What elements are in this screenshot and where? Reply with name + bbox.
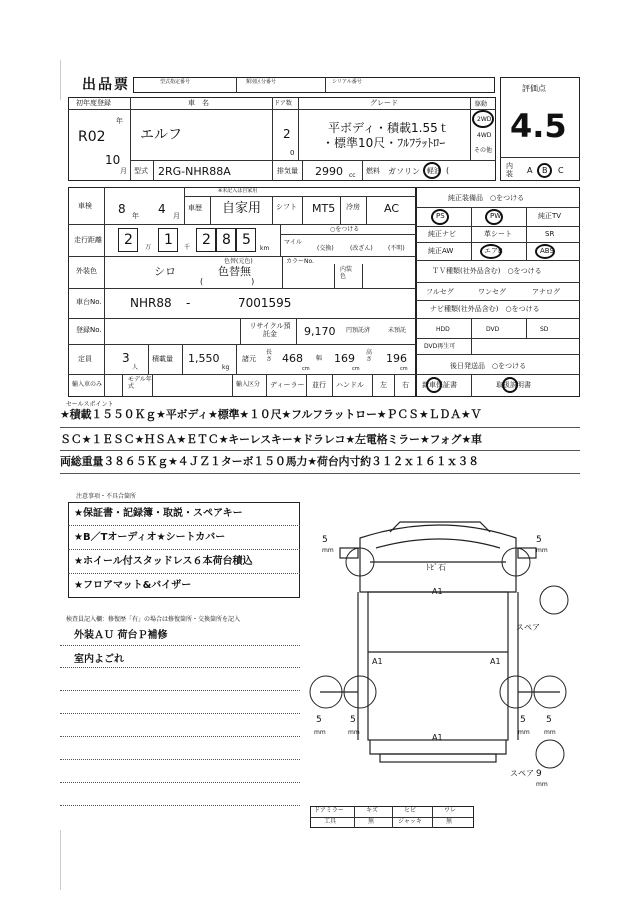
interior-color-label: 内装色 [340, 266, 353, 281]
score-value: 4.5 [510, 107, 567, 145]
note-1: ★保証書・記録簿・取説・スペアキー [74, 508, 243, 519]
load-label: 積載量 [152, 355, 173, 363]
spare-label-2: スペア [510, 769, 534, 778]
inspection-year: 8 [118, 202, 126, 216]
mm-2: mm [536, 547, 548, 554]
tire-front-left-value: 5 [322, 535, 328, 545]
man-unit: 万 [145, 244, 152, 251]
docs-warranty-circle [426, 377, 442, 393]
equip-airbag-circle [480, 244, 502, 259]
tire-rear-left-outer-value: 5 [316, 715, 322, 725]
truck-diagram [300, 492, 580, 804]
history-value: 自家用 [222, 201, 262, 216]
first-registration-era: R02 [78, 129, 106, 145]
history-note: ※未記入は自家用 [218, 188, 258, 194]
drive-other: その他 [474, 147, 493, 154]
inspector-label: 検査員記入欄：修復歴「有」の場合は修復箇所・交換箇所を記入 [66, 616, 241, 623]
car-name: エルフ [140, 127, 182, 143]
spare-label-1: スペア [516, 623, 540, 632]
handle-label: ハンドル [336, 381, 364, 389]
equip-leather: 革シート [484, 230, 512, 238]
inspection-month: 4 [158, 202, 166, 216]
width-value: 169 [334, 352, 355, 365]
recycle-unpaid: 未預託 [388, 327, 407, 334]
model-year-label: モデル年式 [128, 376, 152, 390]
length-label: 長さ [266, 349, 273, 363]
page-title: 出品票 [82, 77, 130, 93]
drive-label: 駆動 [475, 101, 488, 108]
shift-value: MT5 [312, 202, 336, 215]
import-type-label: 輸入区分 [236, 381, 261, 388]
interior-grade-a: A [527, 166, 533, 175]
color-value: シロ [154, 265, 176, 278]
door-count: 2 [283, 127, 291, 141]
capacity-unit: 人 [132, 364, 139, 371]
mileage-digit-3-text: 2 [202, 232, 211, 248]
registration-label: 登録No. [76, 326, 102, 334]
drive-2wd-circle [472, 110, 494, 128]
tools-value: 無 [368, 818, 375, 825]
interior-grade-label: 内装 [506, 162, 513, 178]
ac-label: 冷房 [346, 203, 360, 211]
type-designation-label: 型式指定番号 [160, 79, 191, 85]
docs-manual: 取扱説明書 [496, 381, 531, 389]
load-unit: kg [222, 364, 230, 371]
import-parallel: 並行 [312, 381, 326, 389]
tire-spare-rear-value: 9 [536, 769, 542, 779]
color-number-label: カラーNo. [286, 258, 314, 265]
glass-header-scratch: キズ [366, 807, 378, 814]
door-sub: 0 [290, 149, 295, 157]
handle-left: 左 [380, 381, 387, 389]
tools-label: 工具 [324, 818, 337, 825]
damage-chip: ﾄﾋﾞ石 [426, 563, 446, 572]
equip-abs-circle [535, 244, 555, 259]
damage-a1-top: A1 [432, 587, 443, 596]
mileage-digit-2-text: 1 [164, 232, 173, 248]
capacity-value: 3 [122, 351, 130, 365]
import-dealer: ディーラー [270, 381, 305, 389]
damage-a1-rear: A1 [432, 733, 443, 742]
equip-tv: 純正TV [538, 212, 562, 220]
unknown-option: (不明) [388, 245, 405, 252]
displacement-value: 2990 [315, 165, 343, 178]
sales-points-label: セールスポイント [66, 401, 114, 408]
mileage-circle-note: ○をつける [330, 226, 360, 233]
inspection-year-unit: 年 [132, 212, 139, 220]
shift-label: シフト [276, 203, 297, 211]
tv-title: ＴＶ種類(社外品含む) ○をつける [432, 267, 542, 275]
jack-value: 無 [446, 818, 453, 825]
dims-label: 諸元 [242, 355, 256, 363]
cc-unit: cc [349, 172, 356, 179]
grade-line-2: ・標準10尺・ﾌﾙﾌﾗｯﾄﾛｰ [322, 136, 446, 150]
car-name-label: 車 名 [188, 99, 209, 107]
mm-1: mm [322, 547, 334, 554]
length-unit: cm [302, 366, 310, 372]
notes-label: 注意事項・不具合箇所 [76, 493, 137, 500]
month-unit: 月 [120, 167, 127, 175]
color-label: 外装色 [76, 267, 97, 275]
chassis-label: 車台No. [76, 298, 102, 306]
category-number-label: 類別区分番号 [246, 79, 277, 85]
width-unit: cm [352, 366, 360, 372]
equip-abs: ABS [540, 247, 554, 255]
recycle-label: リサイクル預託金 [249, 322, 291, 339]
import-label: 輸入車のみ [72, 381, 103, 388]
equip-pw-circle [485, 209, 503, 225]
equip-ps-circle [431, 209, 449, 225]
width-label: 幅 [316, 355, 323, 362]
fuel-paren: ( [446, 166, 450, 175]
note-4: ★フロアマット&バイザー [74, 580, 192, 591]
tv-oneseg: ワンセグ [478, 288, 506, 296]
equip-airbag: エアB [484, 247, 503, 255]
grade-line-1: 平ボディ・積載1.55ｔ [328, 121, 450, 135]
color-change-label: 色替(元色) [224, 258, 253, 265]
history-label: 車歴 [188, 204, 202, 212]
first-registration-label: 初年度登録 [76, 99, 111, 107]
fuel-gasoline: ガソリン [388, 167, 420, 176]
nav-hdd: HDD [436, 326, 450, 333]
details-table [68, 187, 416, 397]
equip-ps: PS [436, 212, 445, 220]
mileage-digit-5-text: 5 [242, 232, 251, 248]
chassis-prefix: NHR88 [130, 296, 172, 310]
equipment-title: 純正装備品 ○をつける [448, 194, 525, 202]
tv-fullseg: フルセグ [426, 288, 454, 296]
note-3: ★ホイール付スタッドレス６本荷台積込 [74, 556, 253, 567]
load-value: 1,550 [188, 352, 220, 365]
docs-title: 後日発送品 ○をつける [450, 362, 527, 370]
chassis-number: 7001595 [238, 296, 292, 310]
tire-rear-right-inner-value: 5 [520, 715, 526, 725]
model-label: 型式 [134, 167, 148, 175]
interior-grade-c: C [558, 166, 564, 175]
sales-line-3: 両総重量３８６５Ｋｇ★４ＪＺ１ターボ１５０馬力★荷台内寸約３１２ｘ１６１ｘ３８ [60, 455, 479, 468]
damage-a1-left: A1 [372, 657, 383, 666]
jack-label: ジャッキ [398, 818, 422, 825]
fuel-diesel: 軽油 [427, 167, 441, 175]
mile-label: マイル [284, 239, 302, 246]
note-2: ★B／Tオーディオ★シートカバー [74, 532, 226, 543]
mm-3: mm [314, 729, 326, 736]
length-value: 468 [282, 352, 303, 365]
color-change-paren: ( ) [200, 277, 255, 286]
fuel-label: 燃料 [366, 167, 380, 175]
displacement-label: 排気量 [277, 167, 298, 175]
km-unit: km [260, 245, 270, 252]
inspector-line-2: 室内よごれ [74, 654, 124, 665]
height-unit: cm [400, 366, 408, 372]
doors-label: ドア数 [274, 100, 292, 107]
serial-number-label: シリアル番号 [332, 79, 362, 85]
interior-grade-b-circle [537, 163, 552, 178]
tv-analog: アナログ [532, 288, 560, 296]
exchange-option: (交換) [317, 245, 334, 252]
drive-4wd: 4WD [477, 132, 492, 139]
chassis-dash: - [186, 296, 191, 310]
drive-2wd: 2WD [477, 116, 492, 123]
glass-header-crack: ヒビ [404, 807, 417, 814]
height-label: 高さ [366, 349, 373, 363]
sales-line-1: ★積載１５５０Ｋｇ★平ボディ★標準★１０尺★フルフラットロー★ＰＣＳ★ＬＤＡ★Ｖ [60, 408, 482, 421]
docs-warranty: 新車保証書 [422, 381, 457, 389]
first-registration-month: 10 [105, 153, 121, 167]
tire-front-right-value: 5 [536, 535, 542, 545]
sales-line-2: ＳＣ★１ＥＳＣ★ＨＳＡ★ＥＴＣ★キーレスキー★ドラレコ★左電格ミラー★フォグ★車 [60, 433, 482, 446]
sen-unit: 千 [184, 244, 191, 251]
height-value: 196 [386, 352, 407, 365]
equip-pw: PW [490, 212, 502, 220]
mm-6: mm [544, 729, 556, 736]
recycle-amount: 9,170 [304, 325, 336, 338]
tire-rear-right-outer-value: 5 [546, 715, 552, 725]
handle-right: 右 [402, 381, 409, 389]
damage-a1-right: A1 [490, 657, 501, 666]
ac-value: AC [384, 202, 400, 215]
inspection-month-unit: 月 [173, 212, 180, 220]
equip-nav: 純正ナビ [428, 230, 456, 238]
equip-aw: 純正AW [428, 247, 454, 255]
nav-title: ナビ種類(社外品含む) ○をつける [430, 305, 540, 313]
nav-sd: SD [540, 326, 549, 333]
glass-header-mirror: ドアミラー [314, 807, 344, 814]
mm-4: mm [348, 729, 360, 736]
glass-header-broken: ワレ [444, 807, 457, 814]
nav-dvd-playback: DVD再生可 [424, 343, 456, 350]
capacity-label: 定員 [78, 355, 92, 363]
year-unit: 年 [116, 117, 123, 125]
model-code: 2RG-NHR88A [158, 165, 231, 178]
recycle-paid: 円預託済 [346, 327, 371, 334]
fuel-diesel-circle [423, 162, 441, 179]
score-label: 評価点 [522, 84, 546, 93]
mm-5: mm [518, 729, 530, 736]
equip-sr: SR [545, 230, 555, 238]
color-change-value: 色替無 [218, 265, 251, 278]
docs-manual-circle [502, 377, 518, 393]
interior-grade-b: B [542, 166, 548, 175]
inspector-line-1: 外装ＡＵ 荷台Ｐ補修 [74, 630, 168, 641]
tire-rear-left-inner-value: 5 [350, 715, 356, 725]
mm-7: mm [536, 781, 548, 788]
tampering-option: (改ざん) [350, 245, 373, 252]
nav-dvd: DVD [486, 326, 500, 333]
mileage-digit-1-text: 2 [124, 232, 133, 248]
inspection-label: 車検 [78, 202, 92, 210]
mileage-digit-4-text: 8 [222, 232, 231, 248]
mileage-label: 走行距離 [74, 236, 102, 244]
grade-label: グレード [370, 99, 398, 107]
